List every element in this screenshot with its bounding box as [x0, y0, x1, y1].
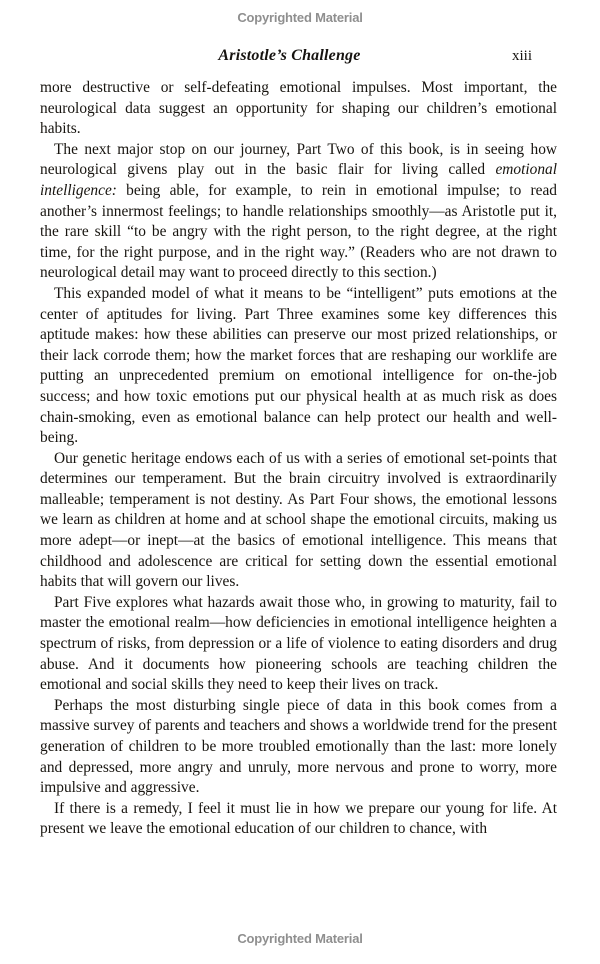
paragraph	[40, 696, 557, 799]
running-head	[40, 47, 557, 67]
paragraph	[40, 449, 557, 593]
text-run: Part Five explores what hazards await those who, in growing to maturity, fail to master the emotional realm—how deficiencies in emotional intelligence heighten a spectrum of risks, from depression or a life of violence to eating disorders and drug abuse. And it documents how pioneering schools are teaching children the emotional and social skills they need to keep their lives on track.	[40, 593, 557, 694]
text-run: This expanded model of what it means to be “intelligent” puts emotions at the center of aptitudes for living. Part Three examines some key differences this aptitude makes: how these abilities can preserve our most prized relationships, or their lack corrode them; how the market forces that are reshaping our worklife are putting an unprecedented premium on emotional intelligence for on-the-job success; and how toxic emotions put our physical health at as much risk as does chain-smoking, even as emotional balance can help protect our health and well-being.	[40, 284, 557, 447]
paragraph	[40, 593, 557, 696]
text-run: If there is a remedy, I feel it must lie in how we prepare our young for life. At present we leave the emotional education of our children to chance, with	[40, 799, 557, 838]
copyright-watermark-top: Copyrighted Material	[237, 10, 363, 25]
chapter-title: Aristotle’s Challenge	[218, 47, 361, 64]
paragraph	[40, 78, 557, 140]
paragraph	[40, 284, 557, 449]
text-run: being able, for example, to rein in emotional impulse; to read another’s innermost feelings; to handle relationships smoothly—as Aristotle put it, the rare skill “to be angry with the right person, to the right degree, at the right time, for the right purpose, and in the right way.” (Readers who are not drawn to neurological detail may want to proceed directly to this section.)	[40, 181, 557, 282]
italic-text-run: emotional intelligence:	[40, 161, 557, 199]
page-body	[40, 78, 557, 840]
copyright-watermark-bottom: Copyrighted Material	[237, 931, 363, 946]
page-number: xiii	[511, 48, 532, 64]
text-run: Perhaps the most disturbing single piece of data in this book comes from a massive survey of parents and teachers and shows a worldwide trend for the present generation of children to be more troubled emotionally than the last: more lonely and depressed, more angry and unruly, more nervous and prone to worry, more impulsive and aggressive.	[40, 696, 557, 797]
paragraph	[40, 799, 557, 840]
paragraph	[40, 140, 557, 284]
text-run: The next major stop on our journey, Part Two of this book, is in seeing how neurological givens play out in the basic flair for living called	[40, 140, 557, 179]
text-run: Our genetic heritage endows each of us with a series of emotional set-points that determines our temperament. But the brain circuitry involved is extraordinarily malleable; temperament is not destiny. As Part Four shows, the emotional lessons we learn as children at home and at school shape the emotional circuits, making us more adept—or inept—at the basics of emotional intelligence. This means that childhood and adolescence are critical for setting down the essential emotional habits that will govern our lives.	[40, 449, 557, 591]
text-run: more destructive or self-defeating emotional impulses. Most important, the neurological data suggest an opportunity for shaping our children’s emotional habits.	[40, 79, 557, 138]
